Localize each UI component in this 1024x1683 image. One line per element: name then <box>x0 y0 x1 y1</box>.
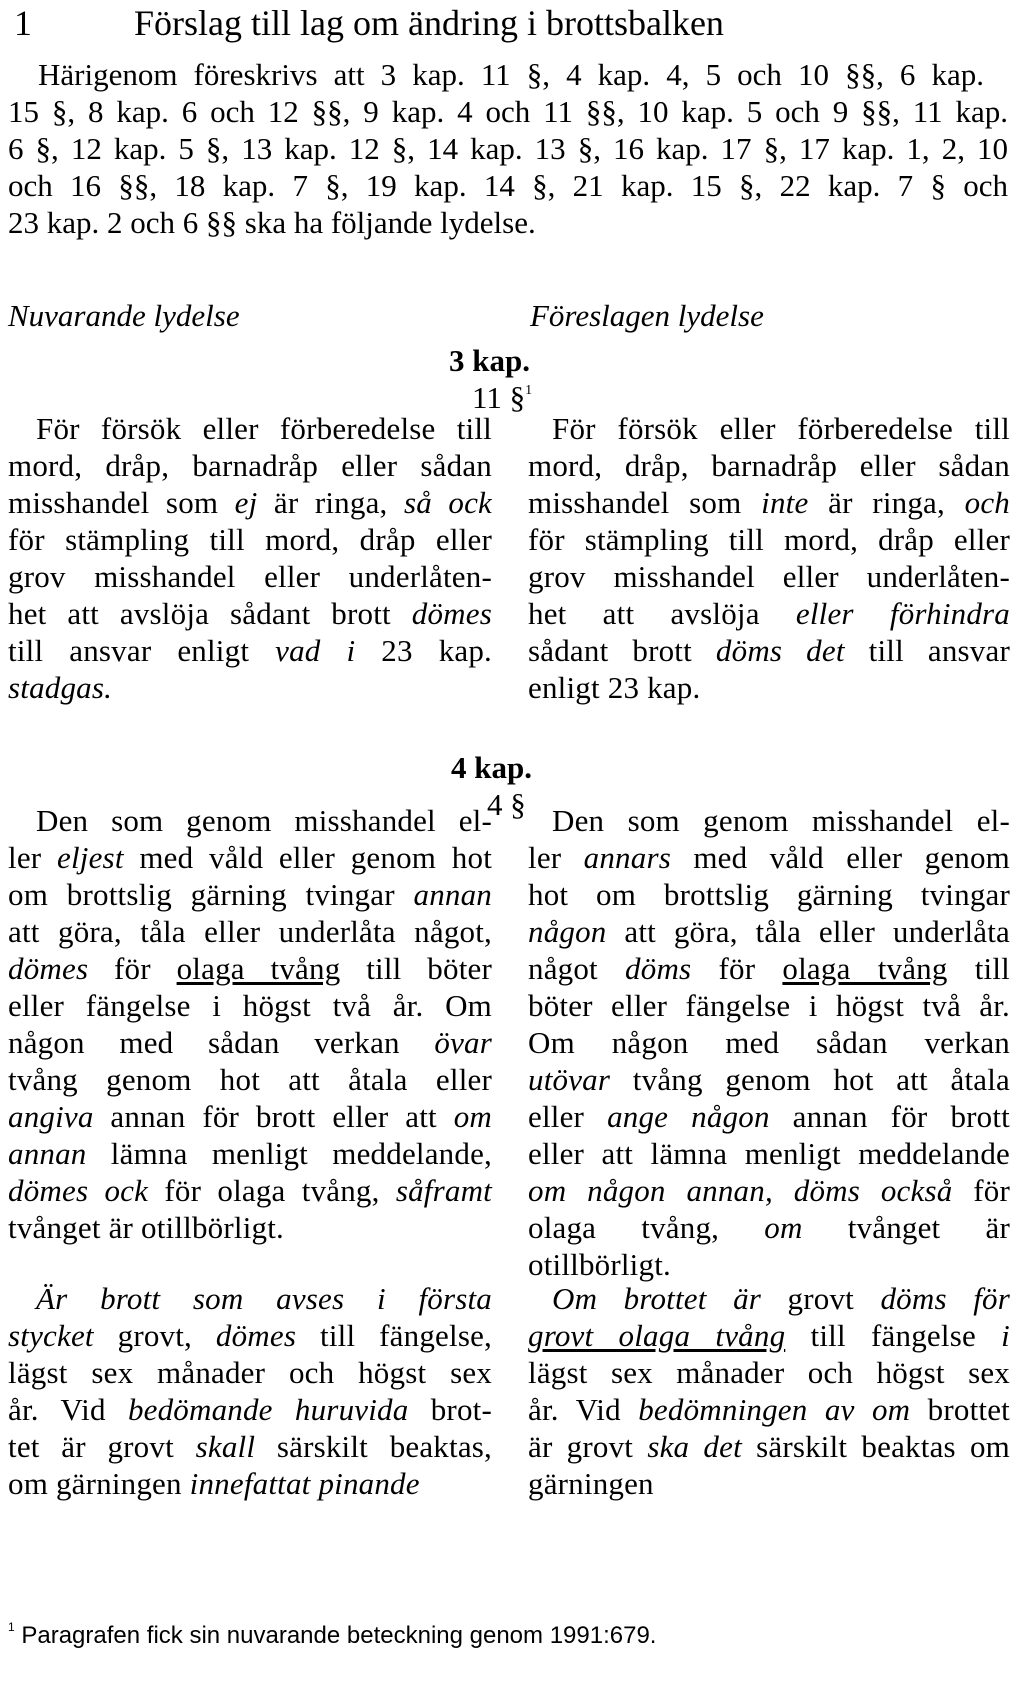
text-line: tvånget är otillbörligt. <box>8 1210 284 1245</box>
text-line: eller att lämna menligt meddelande <box>528 1136 1010 1171</box>
text-line: grov misshandel eller underlåten- <box>528 559 1010 594</box>
text-line: för stämpling till mord, dråp eller <box>528 522 1010 557</box>
text-line: mord, dråp, barnadråp eller sådan <box>8 448 492 483</box>
intro-line: 23 kap. 2 och 6 §§ ska ha följande lydelse. <box>8 205 536 240</box>
text-line: het att avslöja eller förhindra <box>528 596 1010 631</box>
text-line: dömes för olaga tvång till böter <box>8 951 492 986</box>
text-line: enligt 23 kap. <box>528 670 701 705</box>
chapter-heading: 3 kap. <box>449 343 530 378</box>
section-label: 11 § <box>472 380 526 415</box>
footnote-ref: 1 <box>525 383 533 398</box>
text-line: Om brottet är grovt döms för <box>552 1281 1011 1316</box>
text-line: någon att göra, tåla eller underlåta <box>528 914 1010 949</box>
text-line: Om någon med sådan verkan <box>528 1025 1010 1060</box>
footnote-number: 1 <box>8 1620 15 1634</box>
chapter-heading: 4 kap. <box>451 750 532 785</box>
text-line: ler eljest med våld eller genom hot <box>8 840 493 875</box>
text-line: misshandel som inte är ringa, och <box>528 485 1010 520</box>
text-line: Den som genom misshandel el- <box>36 803 492 838</box>
text-line: att göra, tåla eller underlåta något, <box>8 914 492 949</box>
text-line: grovt olaga tvång till fängelse i <box>528 1318 1010 1353</box>
text-line: något döms för olaga tvång till <box>528 951 1010 986</box>
footnote <box>8 1620 656 1650</box>
text-line: stycket grovt, dömes till fängelse, <box>8 1318 492 1353</box>
text-line: annan lämna menligt meddelande, <box>8 1136 492 1171</box>
section-heading: 4 § <box>487 787 526 822</box>
text-line: mord, dråp, barnadråp eller sådan <box>528 448 1010 483</box>
text-line: om någon annan, döms också för <box>528 1173 1011 1208</box>
text-line: böter eller fängelse i högst två år. <box>528 988 1010 1023</box>
document-title: Förslag till lag om ändring i brottsbalken <box>134 3 724 43</box>
text-line: lägst sex månader och högst sex <box>8 1355 492 1390</box>
text-line: till ansvar enligt vad i 23 kap. <box>8 633 493 668</box>
intro-line: 15 §, 8 kap. 6 och 12 §§, 9 kap. 4 och 11 §§, 10 kap. 5 och 9 §§, 11 kap. <box>8 94 1008 129</box>
text-line: om gärningen innefattat pinande <box>8 1466 420 1501</box>
text-line: olaga tvång, om tvånget är <box>528 1210 1010 1245</box>
text-line: någon med sådan verkan övar <box>8 1025 492 1060</box>
text-line: grov misshandel eller underlåten- <box>8 559 492 594</box>
text-line: Den som genom misshandel el- <box>552 803 1010 838</box>
text-line: misshandel som ej är ringa, så ock <box>8 485 492 520</box>
text-line: hot om brottslig gärning tvingar <box>528 877 1010 912</box>
text-line: gärningen <box>528 1466 654 1501</box>
text-line: För försök eller förberedelse till <box>552 411 1010 446</box>
text-line: otillbörligt. <box>528 1247 671 1282</box>
intro-line: Härigenom föreskrivs att 3 kap. 11 §, 4 kap. 4, 5 och 10 §§, 6 kap. <box>38 57 984 92</box>
text-line: tet är grovt skall särskilt beaktas, <box>8 1429 492 1464</box>
text-line: eller fängelse i högst två år. Om <box>8 988 492 1023</box>
text-line: tvång genom hot att åtala eller <box>8 1062 492 1097</box>
section-number: 1 <box>14 3 32 43</box>
text-line: ler annars med våld eller genom <box>528 840 1010 875</box>
column-heading-proposed: Föreslagen lydelse <box>530 298 764 333</box>
column-heading-current: Nuvarande lydelse <box>8 298 240 333</box>
text-line: För försök eller förberedelse till <box>36 411 492 446</box>
intro-line: och 16 §§, 18 kap. 7 §, 19 kap. 14 §, 21 kap. 15 §, 22 kap. 7 § och <box>8 168 1008 203</box>
text-line: utövar tvång genom hot att åtala <box>528 1062 1010 1097</box>
text-line: stadgas. <box>8 670 113 705</box>
text-line: dömes ock för olaga tvång, såframt <box>8 1173 492 1208</box>
text-line: år. Vid bedömningen av om brottet <box>528 1392 1010 1427</box>
text-line: eller ange någon annan för brott <box>528 1099 1010 1134</box>
text-line: lägst sex månader och högst sex <box>528 1355 1010 1390</box>
text-line: om brottslig gärning tvingar annan <box>8 877 492 912</box>
text-line: het att avslöja sådant brott dömes <box>8 596 492 631</box>
text-line: angiva annan för brott eller att om <box>8 1099 492 1134</box>
text-line: Är brott som avses i första <box>36 1281 492 1316</box>
text-line: för stämpling till mord, dråp eller <box>8 522 492 557</box>
footnote-text: Paragrafen fick sin nuvarande beteckning genom 1991:679. <box>21 1622 657 1649</box>
intro-line: 6 §, 12 kap. 5 §, 13 kap. 12 §, 14 kap. 13 §, 16 kap. 17 §, 17 kap. 1, 2, 10 <box>8 131 1008 166</box>
text-line: är grovt ska det särskilt beaktas om <box>528 1429 1010 1464</box>
text-line: år. Vid bedömande huruvida brot- <box>8 1392 492 1427</box>
text-line: sådant brott döms det till ansvar <box>528 633 1010 668</box>
